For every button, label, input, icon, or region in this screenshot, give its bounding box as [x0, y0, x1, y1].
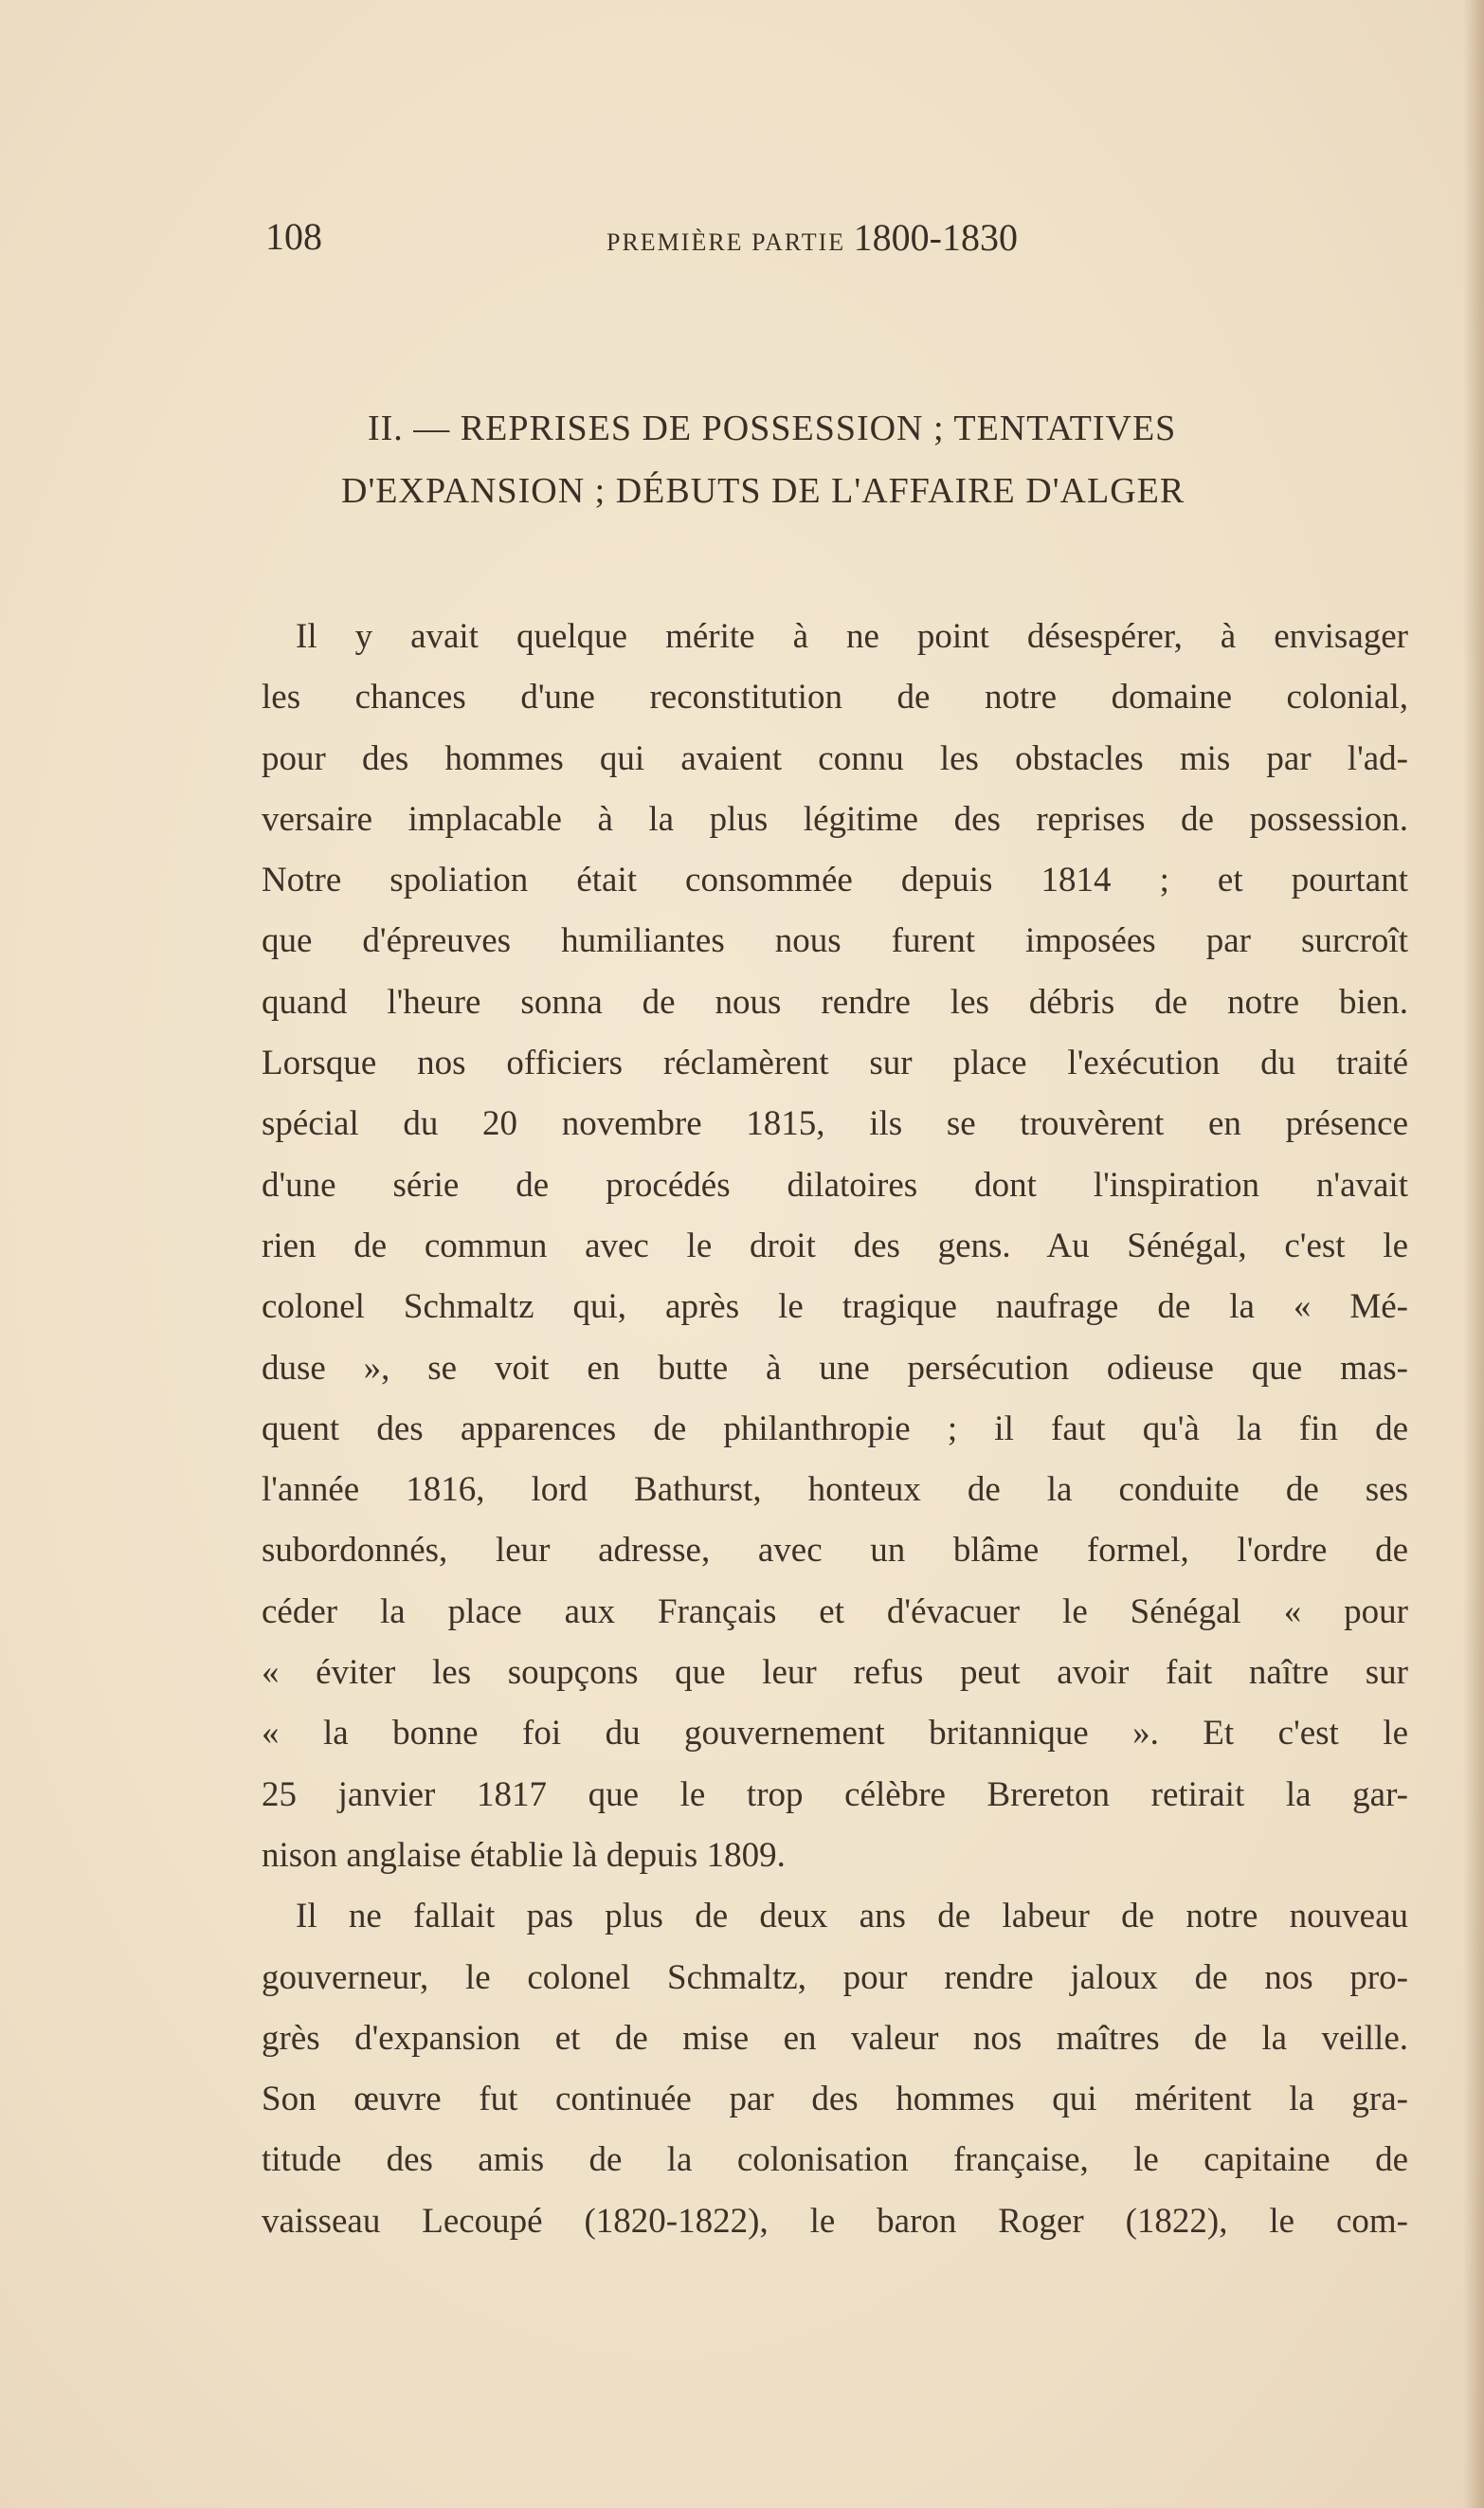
- text-line: duse », se voit en butte à une persécution odieuse que mas-: [262, 1348, 1408, 1388]
- running-title-text: PREMIÈRE PARTIE: [606, 228, 846, 256]
- text-line: l'année 1816, lord Bathurst, honteux de la conduite de ses: [262, 1470, 1408, 1510]
- page-number: 108: [265, 215, 322, 258]
- text-line: Lorsque nos officiers réclamèrent sur place l'exécution du traité: [262, 1044, 1408, 1083]
- text-line: titude des amis de la colonisation française, le capitaine de: [262, 2140, 1408, 2180]
- text-line: vaisseau Lecoupé (1820-1822), le baron Roger (1822), le com-: [262, 2201, 1408, 2241]
- text-line: d'une série de procédés dilatoires dont l'inspiration n'avait: [262, 1165, 1408, 1205]
- section-heading-line-2: D'EXPANSION ; DÉBUTS DE L'AFFAIRE D'ALGER: [341, 471, 1185, 511]
- text-line: « éviter les soupçons que leur refus peut avoir fait naître sur: [262, 1653, 1408, 1693]
- text-line: Notre spoliation était consommée depuis 1814 ; et pourtant: [262, 861, 1408, 900]
- text-line: 25 janvier 1817 que le trop célèbre Brereton retirait la gar-: [262, 1774, 1408, 1814]
- text-line: colonel Schmaltz qui, après le tragique naufrage de la « Mé-: [262, 1287, 1408, 1327]
- text-line: quand l'heure sonna de nous rendre les débris de notre bien.: [262, 982, 1408, 1022]
- page-edge-shadow: [1463, 0, 1484, 2508]
- text-line: « la bonne foi du gouvernement britannique ». Et c'est le: [262, 1714, 1408, 1754]
- body-text: [262, 607, 1408, 2252]
- running-title-years: 1800-1830: [853, 216, 1018, 259]
- text-line: versaire implacable à la plus légitime des reprises de possession.: [262, 799, 1408, 839]
- text-line: gouverneur, le colonel Schmaltz, pour rendre jaloux de nos pro-: [262, 1957, 1408, 1997]
- text-line: les chances d'une reconstitution de notre domaine colonial,: [262, 678, 1408, 718]
- text-line: grès d'expansion et de mise en valeur nos maîtres de la veille.: [262, 2018, 1408, 2058]
- text-line: pour des hommes qui avaient connu les obstacles mis par l'ad-: [262, 738, 1408, 778]
- text-line: rien de commun avec le droit des gens. Au Sénégal, c'est le: [262, 1226, 1408, 1265]
- text-line: Il y avait quelque mérite à ne point désespérer, à envisager: [296, 617, 1408, 656]
- section-heading-line-1: II. — REPRISES DE POSSESSION ; TENTATIVES: [368, 409, 1177, 448]
- text-line: Il ne fallait pas plus de deux ans de labeur de notre nouveau: [296, 1897, 1408, 1936]
- text-line: subordonnés, leur adresse, avec un blâme formel, l'ordre de: [262, 1531, 1408, 1571]
- running-header: [265, 214, 1071, 262]
- text-line: Son œuvre fut continuée par des hommes qui méritent la gra-: [262, 2080, 1408, 2119]
- running-title: [606, 214, 1018, 266]
- text-line: nison anglaise établie là depuis 1809.: [262, 1835, 786, 1875]
- text-line: que d'épreuves humiliantes nous furent imposées par surcroît: [262, 921, 1408, 961]
- text-line: céder la place aux Français et d'évacuer le Sénégal « pour: [262, 1591, 1408, 1631]
- text-line: quent des apparences de philanthropie ; il faut qu'à la fin de: [262, 1408, 1408, 1448]
- text-line: spécial du 20 novembre 1815, ils se trouvèrent en présence: [262, 1104, 1408, 1144]
